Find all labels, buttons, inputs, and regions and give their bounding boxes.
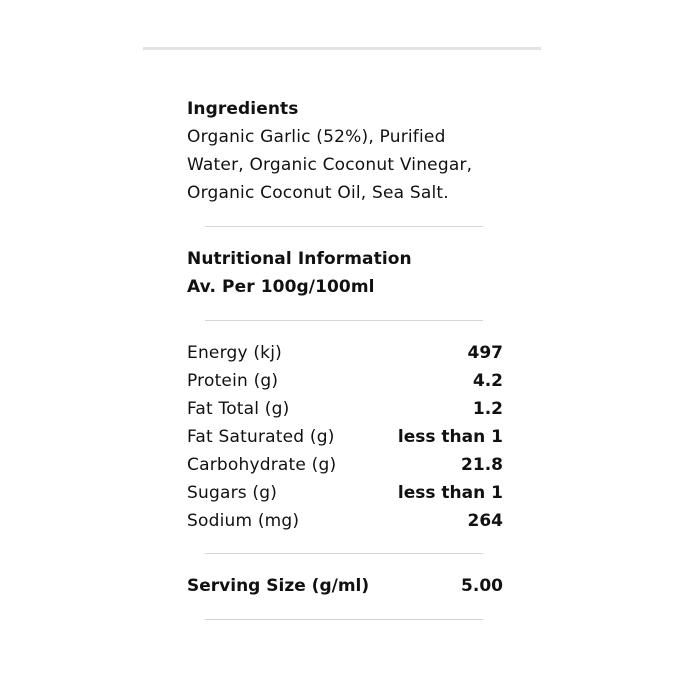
- section-divider: [205, 226, 483, 227]
- nutrient-label: Sodium (mg): [187, 511, 300, 531]
- nutrition-row: [187, 339, 503, 367]
- nutrient-value: 497: [467, 343, 503, 363]
- nutrition-row: [187, 451, 503, 479]
- nutrient-value: 21.8: [461, 455, 503, 475]
- nutrient-value: 264: [467, 511, 503, 531]
- nutrient-value: less than 1: [397, 483, 503, 503]
- nutrition-row: [187, 395, 503, 423]
- nutrition-subheading: Av. Per 100g/100ml: [187, 277, 375, 297]
- ingredients-heading: Ingredients: [187, 99, 299, 119]
- nutrition-row: [187, 367, 503, 395]
- nutrition-table: [187, 339, 503, 535]
- nutrition-row: [187, 423, 503, 451]
- section-divider: [205, 320, 483, 321]
- bottom-divider: [205, 619, 483, 620]
- nutrient-label: Fat Saturated (g): [187, 427, 335, 447]
- nutrient-label: Carbohydrate (g): [187, 455, 337, 475]
- serving-size-value: 5.00: [461, 576, 503, 596]
- ingredients-line: Organic Coconut Oil, Sea Salt.: [187, 183, 449, 203]
- nutrient-value: 4.2: [472, 371, 503, 391]
- nutrition-row: [187, 479, 503, 507]
- section-divider: [205, 553, 483, 554]
- nutrition-heading: Nutritional Information: [187, 249, 412, 269]
- nutrient-label: Protein (g): [187, 371, 279, 391]
- serving-size-row: [187, 572, 503, 600]
- nutrient-label: Fat Total (g): [187, 399, 290, 419]
- top-divider: [143, 47, 541, 50]
- nutrition-row: [187, 507, 503, 535]
- ingredients-line: Water, Organic Coconut Vinegar,: [187, 155, 473, 175]
- nutrient-label: Sugars (g): [187, 483, 278, 503]
- serving-size-label: Serving Size (g/ml): [187, 576, 370, 596]
- nutrient-label: Energy (kj): [187, 343, 282, 363]
- ingredients-line: Organic Garlic (52%), Purified: [187, 127, 446, 147]
- nutrient-value: 1.2: [472, 399, 503, 419]
- nutrient-value: less than 1: [397, 427, 503, 447]
